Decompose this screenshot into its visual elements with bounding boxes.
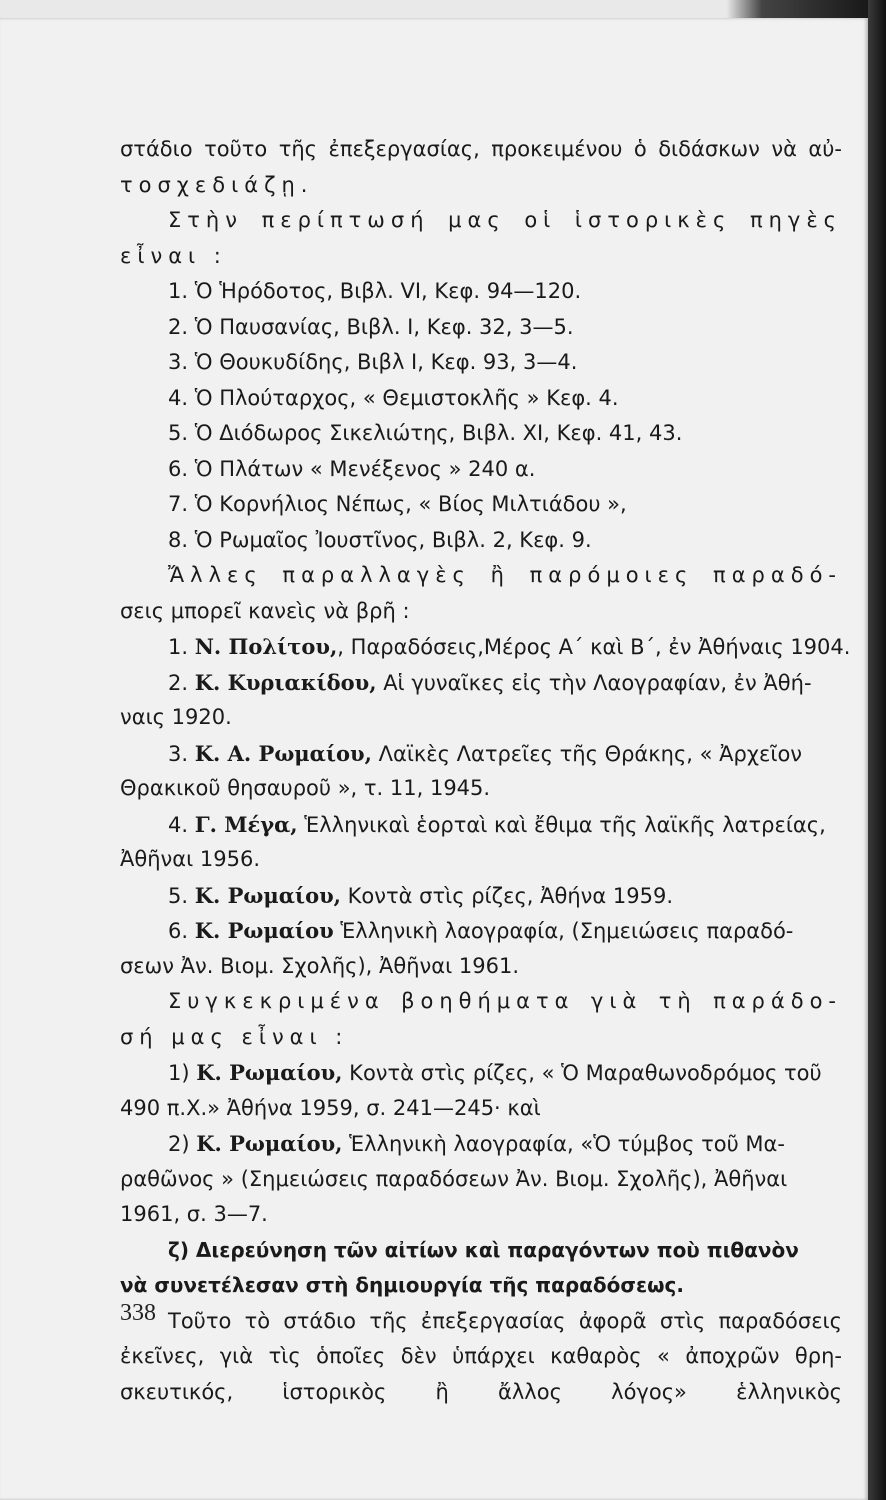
source-item: 4. Ὁ Πλούταρχος, « Θεμιστοκλῆς » Κεφ. 4. [168,385,619,410]
intro-line-1: στάδιο τοῦτο τῆς ἐπεξεργασίας, προκειμένου ὁ διδάσκων νὰ αὐ- [120,137,842,161]
variant-item-4 [120,807,842,843]
aid-item-2-cont2: 1961, σ. 3—7. [120,1202,268,1226]
aids-heading-cont: σή μας εἶναι : [120,1024,349,1049]
item-text: , Παραδόσεις,Μέρος Α΄ καὶ Β΄, ἐν Ἀθήναις 1904. [337,635,851,659]
author-name: Κ. Ρωμαίου, [194,882,341,908]
item-text: Λαϊκὲς Λατρεῖες τῆς Θράκης, « Ἀρχεῖον [371,741,803,766]
sources-heading-cont: εἶναι : [120,243,227,268]
item-text: Ἑλληνικὴ λαογραφία, «Ὁ τύμβος τοῦ Μα- [342,1132,785,1156]
source-item: 2. Ὁ Παυσανίας, Βιβλ. I, Κεφ. 32, 3—5. [168,314,574,339]
variant-item-3 [120,736,842,772]
variant-item-4-cont: Ἀθῆναι 1956. [120,847,260,871]
variant-item-6 [120,913,842,949]
author-name: Κ. Κυριακίδου, [194,669,377,695]
source-item: 6. Ὁ Πλάτων « Μενέξενος » 240 α. [168,456,536,481]
variant-item-2 [120,665,842,701]
author-name: Ν. Πολίτου, [194,634,338,659]
item-text: Κοντὰ στὶς ρίζες, Ἀθήνα 1959. [340,883,674,908]
variant-item-6-cont: σεων Ἀν. Βιομ. Σχολῆς), Ἀθῆναι 1961. [120,953,520,978]
aid-item-1-cont: 490 π.Χ.» Ἀθήνα 1959, σ. 241—245· καὶ [120,1095,541,1120]
source-item: 7. Ὁ Κορνήλιος Νέπως, « Βίος Μιλτιάδου », [168,492,627,516]
item-number: 2. [168,670,189,695]
section-z-heading: ζ) Διερεύνηση τῶν αἰτίων καὶ παραγόντων ποὺ πιθανὸν [168,1237,799,1262]
closing-line-1: Τοῦτο τὸ στάδιο τῆς ἐπεξεργασίας ἀφορᾶ στὶς παραδόσεις [168,1308,842,1333]
author-name: Κ. Ρωμαίου [194,918,334,943]
source-item: 8. Ὁ Ρωμαῖος Ἰουστῖνος, Βιβλ. 2, Κεφ. 9. [168,527,592,552]
source-item: 3. Ὁ Θουκυδίδης, Βιβλ I, Κεφ. 93, 3—4. [168,350,578,374]
item-number: 6. [168,919,189,943]
section-z-heading-cont: νὰ συνετέλεσαν στὴ δημιουργία τῆς παραδόσεως. [120,1273,684,1297]
item-number: 5. [168,883,189,908]
author-name: Κ. Ρωμαίου, [196,1060,343,1085]
source-item: 1. Ὁ Ἡρόδοτος, Βιβλ. VI, Κεφ. 94—120. [168,279,582,303]
aid-item-1 [120,1055,842,1091]
variant-item-3-cont: Θρακικοῦ θησαυροῦ », τ. 11, 1945. [120,776,491,800]
aid-item-2-cont: ραθῶνος » (Σημειώσεις παραδόσεων Ἀν. Βιομ. Σχολῆς), Ἀθῆναι [120,1166,788,1191]
author-name: Γ. Μέγα, [194,811,298,837]
closing-line-2: ἐκεῖνες, γιὰ τὶς ὁποῖες δὲν ὑπάρχει καθαρὸς « ἀποχρῶν θρη- [120,1344,842,1368]
scan-top-edge [0,0,886,18]
item-number: 4. [168,812,189,837]
source-item: 5. Ὁ Διόδωρος Σικελιώτης, Βιβλ. XI, Κεφ. 41, 43. [168,421,683,445]
item-number: 1) [168,1061,190,1085]
aids-heading: Συγκεκριμένα βοηθήματα γιὰ τὴ παράδο- [168,989,842,1013]
variant-item-2-cont: ναις 1920. [120,705,232,729]
sources-heading: Στὴν περίπτωσή μας οἱ ἱστορικὲς πηγὲς [168,208,842,232]
item-text: Αἱ γυναῖκες εἰς τὴν Λαογραφίαν, ἐν Ἀθή- [376,670,812,695]
variants-heading-cont: σεις μπορεῖ κανεὶς νὰ βρῆ : [120,598,410,623]
item-number: 2) [168,1132,190,1156]
variant-item-1 [120,629,851,665]
variants-heading: Ἄλλες παραλλαγὲς ἢ παρόμοιες παραδό- [168,563,842,587]
item-text: Ἑλληνικὴ λαογραφία, (Σημειώσεις παραδό- [333,919,794,943]
variant-item-5 [120,878,842,914]
author-name: Κ. Ρωμαίου, [196,1131,343,1156]
scan-right-edge [868,0,886,1500]
page-number: 338 [120,1300,156,1326]
item-text: Κοντὰ στὶς ρίζες, « Ὁ Μαραθωνοδρόμος τοῦ [342,1061,822,1085]
closing-line-3: σκευτικός, ἱστορικὸς ἢ ἄλλος λόγος» ἑλληνικὸς [120,1379,842,1404]
intro-line-2: τοσχεδιάζῃ. [120,172,314,197]
item-text: Ἑλληνικαὶ ἑορταὶ καὶ ἔθιμα τῆς λαϊκῆς λατρείας, [297,812,826,837]
item-number: 3. [168,741,189,766]
item-number: 1. [168,635,189,659]
aid-item-2 [120,1126,842,1162]
author-name: Κ. Α. Ρωμαίου, [194,740,372,766]
page-body [120,132,851,1410]
